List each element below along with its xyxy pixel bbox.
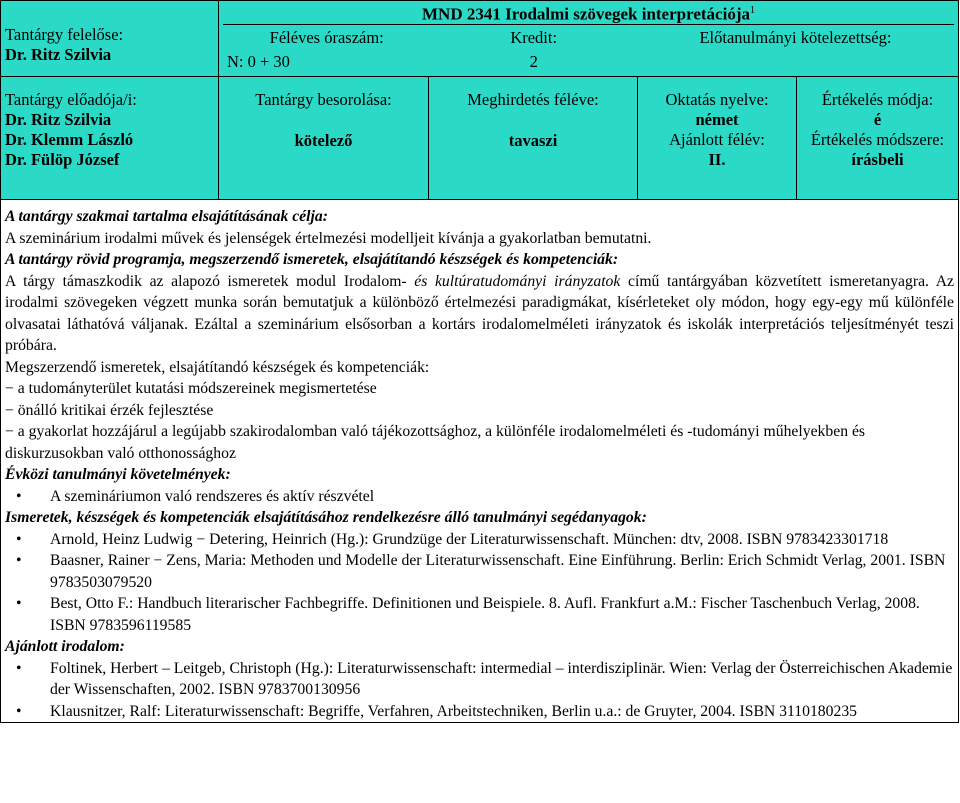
skill-item-3: − a gyakorlat hozzájárul a legújabb szakirodalomban való tájékozottsághoz, a különféle irodalomelméleti és -tudományi műhelyekben és diskurzusokban való otthonossághoz (5, 423, 866, 462)
material-item-3: • Best, Otto F.: Handbuch literarischer Fachbegriffe. Definitionen und Beispiele. 8. Aufl. Frankfurt a.M.: Fischer Taschenbuch Verlag, 2008. ISBN 9783596119585 (5, 593, 954, 636)
aim-heading: A tantárgy szakmai tartalma elsajátításának célja: (5, 208, 328, 225)
semester-cell (429, 77, 638, 200)
content-cell (1, 200, 959, 723)
evaluation-label: Értékelés módja: (821, 90, 934, 109)
language-cell (638, 77, 797, 200)
requirement-item: • A szemináriumon való rendszeres és aktív részvétel (5, 486, 954, 508)
recommended-heading: Ajánlott irodalom: (5, 638, 125, 655)
evaluation-method-value: írásbeli (851, 150, 904, 169)
skill-item-2: − önálló kritikai érzék fejlesztése (5, 401, 214, 419)
lecturer-name-3: Dr. Fülöp József (5, 150, 120, 169)
hours-cell (223, 25, 430, 72)
hours-value: N: 0 + 30 (227, 51, 290, 71)
semester-value: tavaszi (508, 131, 558, 150)
classification-label: Tantárgy besorolása: (255, 90, 392, 109)
info-row (1, 77, 959, 200)
lecturer-label: Tantárgy előadója/i: (5, 90, 137, 109)
evaluation-method-label: Értékelés módszere: (810, 130, 945, 149)
program-paragraph: A tárgy támaszkodik az alapozó ismeretek modul Irodalom- és kultúratudományi irányzatok című tantárgyában közvetített ismeretanyagra. Az irodalmi szövegeken végzett munka során bemutatjuk a különböző értelmezési paradigmákat, kísérleteket oly módon, hogy egy-egy mű különféle olvasatai láthatóvá váljanak. Ezáltal a szeminárium elsősorban a kortárs irodalomelméleti irányzatok és iskolák interpretációs teljesítményét teszi próbára. (5, 272, 955, 354)
recommended-item-2: • Klausnitzer, Ralf: Literaturwissenschaft: Begriffe, Verfahren, Arbeitstechniken, Berlin u.a.: de Gruyter, 2004. ISBN 3110180235 (5, 701, 954, 723)
lecturer-name-1: Dr. Ritz Szilvia (5, 110, 112, 129)
aim-text: A szeminárium irodalmi művek és jelenségek értelmezési modelljeit kívánja a gyakorlatban bemutatni. (5, 229, 652, 247)
credit-label: Kredit: (510, 27, 558, 47)
language-label: Oktatás nyelve: (665, 90, 769, 109)
requirements-heading: Évközi tanulmányi követelmények: (5, 466, 231, 483)
page-title: MND 2341 Irodalmi szövegek interpretációja$^1$ (223, 1, 954, 25)
classification-cell (219, 77, 429, 200)
recommended-list (5, 658, 954, 723)
recommended-semester-value: II. (708, 150, 726, 169)
skill-item-1: − a tudományterület kutatási módszereinek megismertetése (5, 380, 377, 397)
responsible-name: Dr. Ritz Szilvia (5, 45, 112, 64)
program-heading: A tantárgy rövid programja, megszerzendő ismeretek, elsajátítandó készségek és kompetenciák: (5, 251, 619, 268)
title-cell (219, 1, 959, 77)
lecturer-name-2: Dr. Klemm László (5, 130, 134, 149)
evaluation-cell (797, 77, 959, 200)
semester-label: Meghirdetés féléve: (467, 90, 599, 109)
prereq-label: Előtanulmányi kötelezettség: (699, 27, 892, 47)
requirements-list (5, 486, 954, 508)
recommended-item-1: • Foltinek, Herbert – Leitgeb, Christoph (Hg.): Literaturwissenschaft: intermedial – interdisziplinär. Wien: Verlag der Österreichischen Akademie der Wissenschaften, 2002. ISBN 9783700130956 (5, 658, 954, 701)
content-row (1, 200, 959, 723)
lecturer-cell (1, 77, 219, 200)
credit-cell (430, 25, 636, 72)
classification-value: kötelező (294, 131, 353, 150)
material-item-2: • Baasner, Rainer − Zens, Maria: Methoden und Modelle der Literaturwissenschaft. Eine Einführung. Berlin: Erich Schmidt Verlag, 2001. ISBN 9783503079520 (5, 550, 954, 593)
header-row (1, 1, 959, 77)
skills-label: Megszerzendő ismeretek, elsajátítandó készségek és kompetenciák: (5, 358, 430, 376)
prereq-cell (637, 25, 954, 72)
materials-list (5, 529, 954, 637)
material-item-1: • Arnold, Heinz Ludwig − Detering, Heinrich (Hg.): Grundzüge der Literaturwissenschaft. München: dtv, 2008. ISBN 9783423301718 (5, 529, 954, 551)
program-italic-term: és kultúratudományi irányzatok (414, 272, 621, 290)
materials-heading: Ismeretek, készségek és kompetenciák elsajátításához rendelkezésre álló tanulmányi segédanyagok: (5, 509, 647, 526)
credit-value: 2 (529, 51, 538, 71)
evaluation-value: é (873, 110, 882, 129)
title-footnote: 1 (749, 5, 755, 16)
language-value: német (695, 110, 739, 129)
responsible-cell (1, 1, 219, 77)
recommended-semester-label: Ajánlott félév: (669, 130, 765, 149)
responsible-label: Tantárgy felelőse: (5, 25, 124, 44)
hours-label: Féléves óraszám: (269, 27, 384, 47)
